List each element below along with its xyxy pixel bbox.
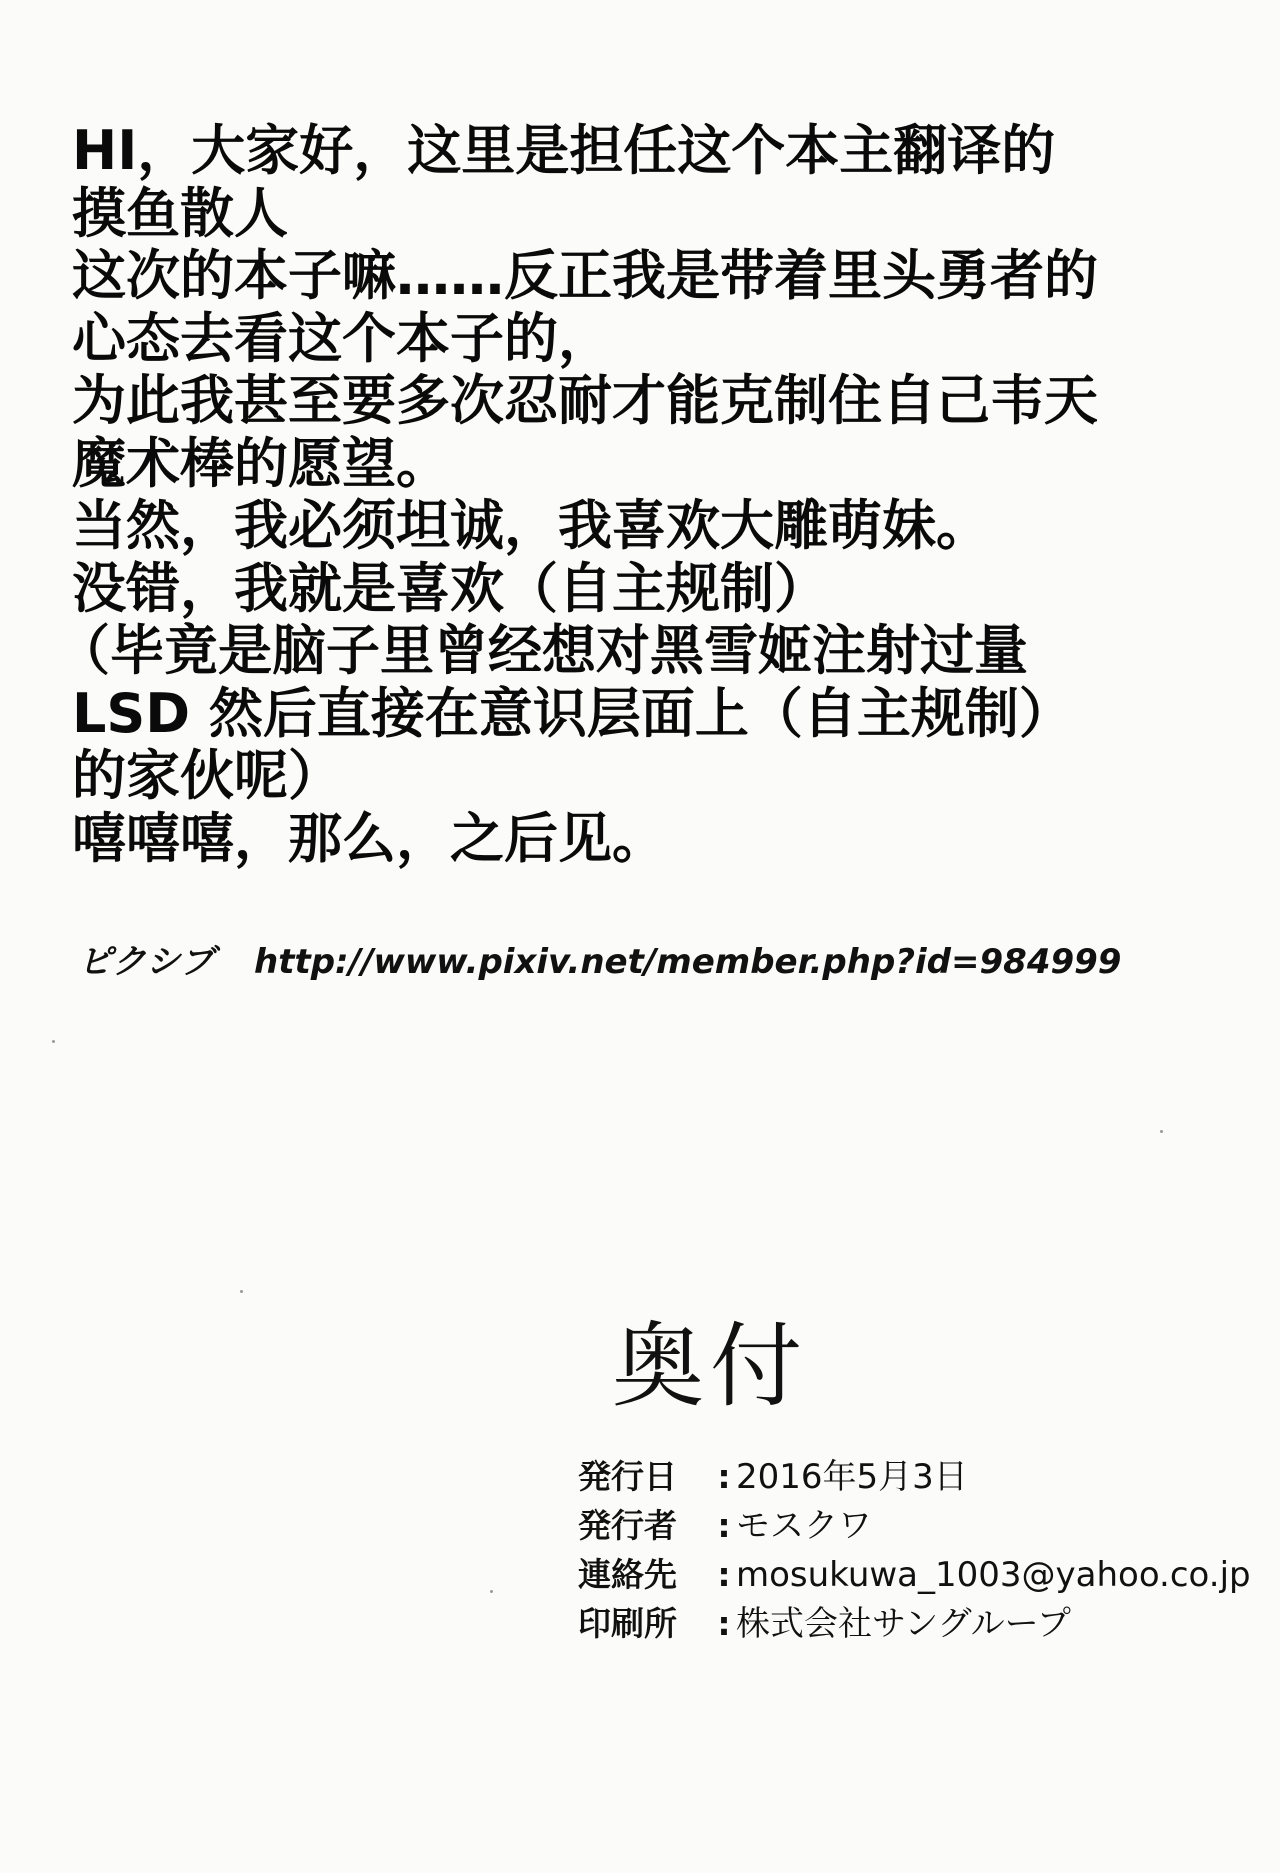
colophon-label: 発行者	[578, 1506, 677, 1545]
pixiv-link-line	[78, 942, 1121, 982]
colophon-value: 株式会社サングループ	[736, 1604, 1071, 1644]
colophon-value: モスクワ	[736, 1506, 872, 1546]
colophon-title: 奥付	[612, 1313, 809, 1420]
colophon-separator: :	[717, 1506, 731, 1545]
colophon-label: 発行日	[578, 1457, 677, 1496]
colophon-separator: :	[717, 1604, 731, 1643]
note-line: HI，大家好，这里是担任这个本主翻译的	[72, 119, 1056, 182]
note-line: 摸鱼散人	[72, 181, 288, 245]
note-line: 嘻嘻嘻，那么，之后见。	[72, 806, 666, 870]
colophon-row-printer	[578, 1599, 1251, 1648]
note-line: 当然，我必须坦诚，我喜欢大雕萌妹。	[72, 494, 990, 557]
note-line: 的家伙呢）	[72, 744, 342, 807]
note-line: 为此我甚至要多次忍耐才能克制住自己韦天	[72, 369, 1098, 432]
note-line: 这次的本子嘛……反正我是带着里头勇者的	[72, 244, 1098, 307]
colophon-row-contact	[578, 1550, 1251, 1599]
note-line: （毕竟是脑子里曾经想对黑雪姬注射过量	[56, 619, 1028, 682]
pixiv-url-link[interactable]: http://www.pixiv.net/member.php?id=984999	[254, 942, 1122, 982]
colophon-row-publisher	[578, 1501, 1251, 1550]
colophon-value: 2016年5月3日	[736, 1457, 968, 1497]
note-line: 魔术棒的愿望。	[72, 431, 450, 495]
colophon-row-publish-date	[578, 1452, 1251, 1501]
scan-speck	[1160, 1130, 1163, 1133]
colophon-label: 連絡先	[578, 1555, 677, 1594]
note-line: 心态去看这个本子的，	[72, 306, 612, 370]
pixiv-label: ピクシブ	[78, 942, 214, 982]
scan-speck	[490, 1590, 493, 1593]
contact-email-link[interactable]: mosukuwa_1003@yahoo.co.jp	[736, 1555, 1251, 1595]
scan-speck	[52, 1040, 55, 1043]
translator-note	[56, 119, 1252, 870]
scan-speck	[240, 1290, 243, 1293]
note-line: 没错，我就是喜欢（自主规制）	[72, 556, 828, 620]
note-line: LSD 然后直接在意识层面上（自主规制）	[72, 681, 1073, 745]
colophon-separator: :	[717, 1555, 731, 1594]
colophon-separator: :	[717, 1457, 731, 1496]
colophon-table	[578, 1452, 1251, 1648]
colophon-label: 印刷所	[578, 1604, 677, 1643]
